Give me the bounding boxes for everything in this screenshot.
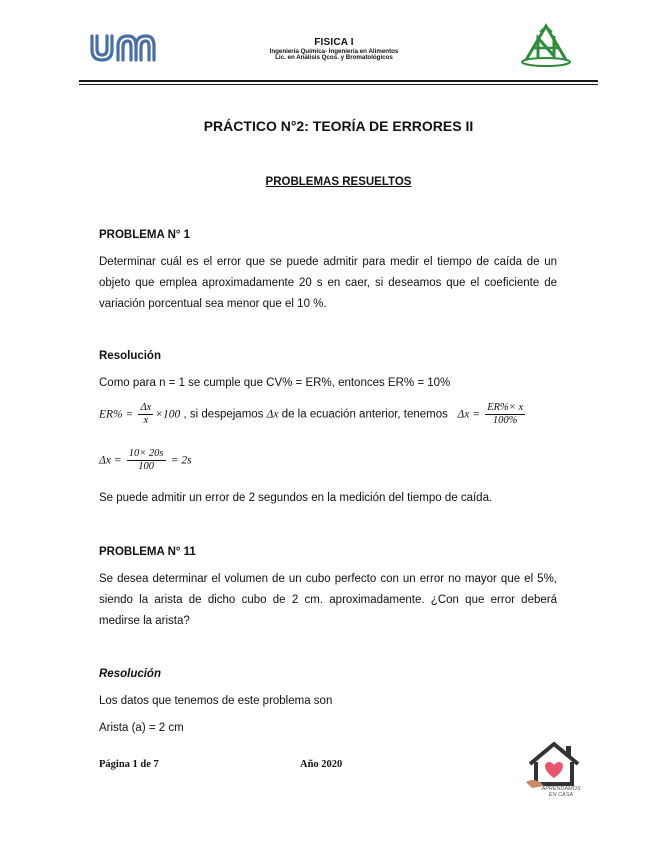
eq-text-2: de la ecuación anterior, tenemos xyxy=(281,408,448,421)
header-rule-thick xyxy=(79,80,598,82)
eq-multiplier: ×100 xyxy=(155,408,181,421)
eq2-fraction xyxy=(485,402,525,427)
section-subtitle: PROBLEMAS RESUELTOS xyxy=(265,176,412,188)
eq-lhs: ER% = xyxy=(99,408,134,421)
faculty-logo xyxy=(520,22,572,68)
eq-text: , si despejamos xyxy=(183,408,264,421)
eq3-denominator: 100 xyxy=(138,461,154,472)
problem-11-heading: PROBLEMA N° 11 xyxy=(99,546,196,558)
header-text xyxy=(200,38,468,62)
eq3-lhs: Δx = xyxy=(99,454,122,467)
aprendamos-en-casa-badge xyxy=(522,740,586,802)
house-heart-icon xyxy=(522,740,586,792)
problem-1-equation xyxy=(99,402,527,427)
badge-text-2: EN CASA xyxy=(548,792,574,798)
eq-variable: Δx xyxy=(266,408,279,421)
eq2-numerator: ER%× x xyxy=(487,402,524,413)
problem-11-resolution-heading: Resolución xyxy=(99,668,161,680)
problem-11-line-1: Los datos que tenemos de este problema son xyxy=(99,695,333,707)
problem-1-line-1: Como para n = 1 se cumple que CV% = ER%, entonces ER% = 10% xyxy=(99,377,451,389)
header-line-1: Ingeniería Química- Ingeniería en Alimentos xyxy=(269,47,399,55)
problem-11-line-2: Arista (a) = 2 cm xyxy=(99,722,184,734)
problem-1-conclusion: Se puede admitir un error de 2 segundos en la medición del tiempo de caída. xyxy=(99,492,493,504)
eq-numerator: Δx xyxy=(140,402,152,413)
problem-1-equation-3 xyxy=(99,448,192,473)
eq3-numerator: 10× 20s xyxy=(128,448,164,459)
eq3-rhs: = 2s xyxy=(170,454,192,467)
eq2-denominator: 100% xyxy=(492,415,518,426)
header-title: FISICA I xyxy=(314,37,354,48)
eq3-fraction xyxy=(127,448,166,473)
eq-denominator: x xyxy=(143,415,149,426)
problem-1-resolution-heading: Resolución xyxy=(99,350,161,362)
header-rule-thin xyxy=(79,84,598,85)
page-number: Página 1 de 7 xyxy=(99,759,159,770)
problem-1-heading: PROBLEMA N° 1 xyxy=(99,229,191,241)
page-title: PRÁCTICO N°2: TEORÍA DE ERRORES II xyxy=(203,118,474,134)
eq-fraction xyxy=(138,402,153,427)
eq2-lhs: Δx = xyxy=(457,408,480,421)
problem-11-statement: Se desea determinar el volumen de un cubo perfecto con un error no mayor que el 5%, siendo la arista de dicho cubo de 2 cm. aproximadamente. ¿Con que error deberá medirse la arista? xyxy=(99,573,557,627)
badge-text-1: APRENDAMOS xyxy=(541,786,581,792)
problem-1-statement: Determinar cuál es el error que se puede admitir para medir el tiempo de caída de un objeto que emplea aproximadamente 20 s en caer, si deseamos que el coeficiente de variación porcentual sea menor que el 10 %. xyxy=(99,256,557,310)
footer-year: Año 2020 xyxy=(300,759,343,770)
header-line-2: Lic. en Análisis Qcos. y Bromatológicos xyxy=(275,54,393,61)
university-logo xyxy=(88,30,158,66)
